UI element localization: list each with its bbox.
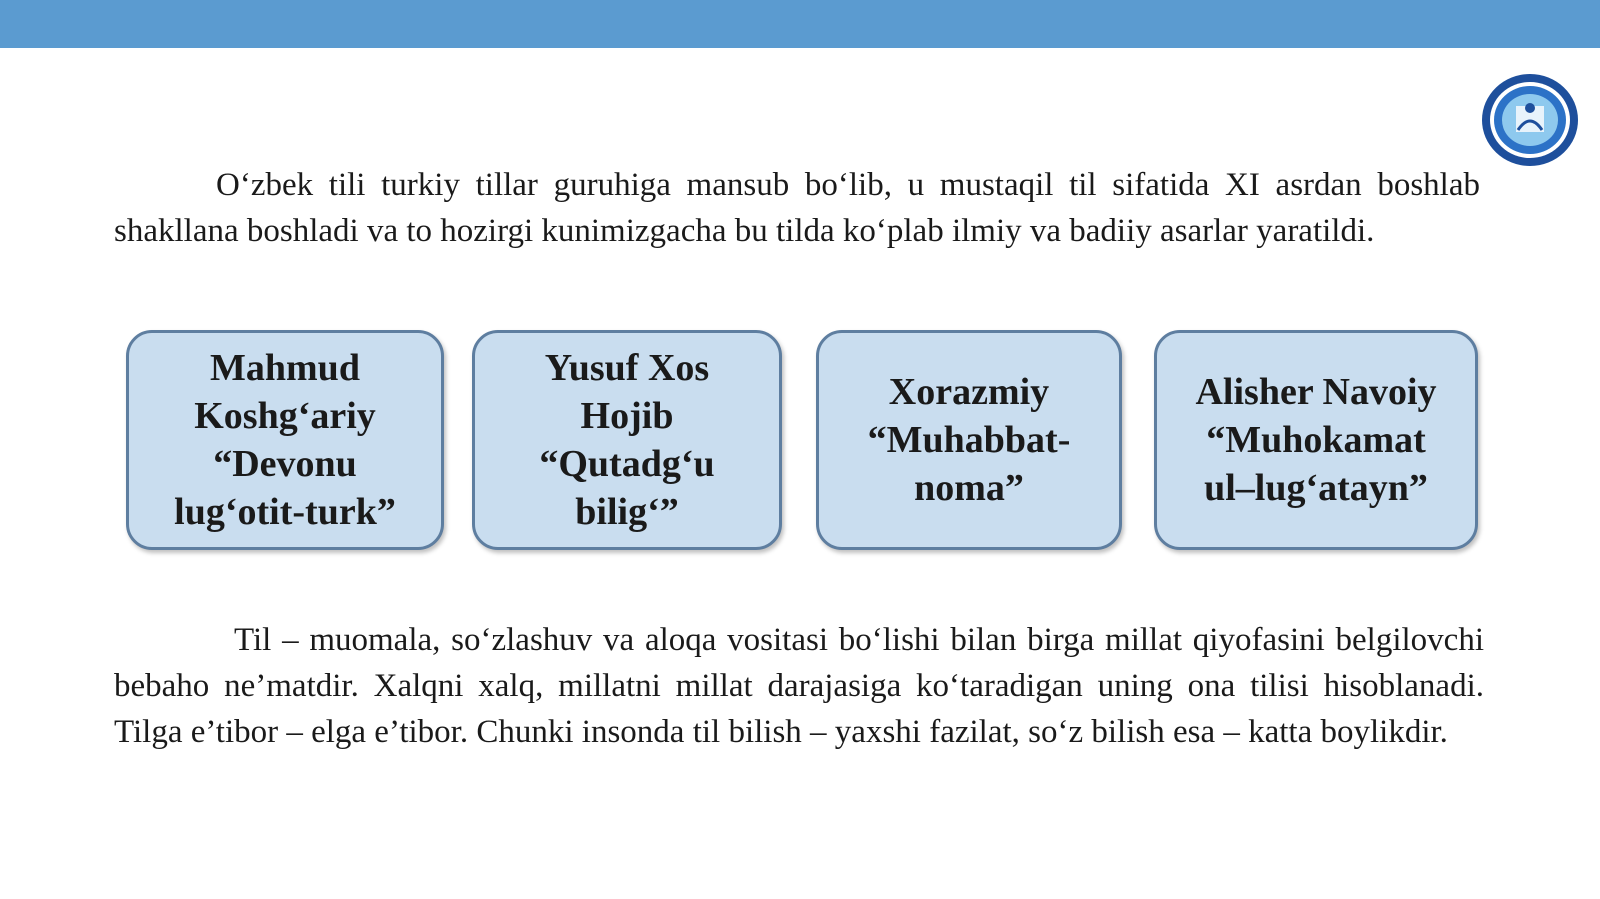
box-label: Xorazmiy “Muhabbat- noma” <box>867 371 1071 509</box>
box-label: Mahmud Koshg‘ariy “Devonu lug‘otit-turk” <box>174 347 396 533</box>
box-label: Yusuf Xos Hojib “Qutadg‘u bilig‘” <box>539 347 715 533</box>
top-accent-bar <box>0 0 1600 48</box>
university-seal-icon <box>1480 72 1580 168</box>
language-paragraph: Til – muomala, so‘zlashuv va aloqa vositasi bo‘lishi bilan birga millat qiyofasini belgilovchi bebaho ne’matdir. Xalqni xalq, millatni millat darajasiga ko‘taradigan uning ona tilisi hisoblanadi. Tilga e’tibor – elga e’tibor. Chunki insonda til bilish – yaxshi fazilat, so‘z bilish esa – katta boylikdir. <box>114 622 1484 750</box>
work-box-yusuf-xos-hojib <box>472 330 782 550</box>
box-label: Alisher Navoiy “Muhokamat ul–lug‘atayn” <box>1195 371 1437 509</box>
intro-paragraph: O‘zbek tili turkiy tillar guruhiga mansub bo‘lib, u mustaqil til sifatida XI asrdan boshlab shakllana boshladi va to hozirgi kunimizgacha bu tilda ko‘plab ilmiy va badiiy asarlar yaratildi. <box>114 167 1480 249</box>
work-box-xorazmiy <box>816 330 1122 550</box>
work-box-mahmud-koshgariy <box>126 330 444 550</box>
work-box-alisher-navoiy <box>1154 330 1478 550</box>
